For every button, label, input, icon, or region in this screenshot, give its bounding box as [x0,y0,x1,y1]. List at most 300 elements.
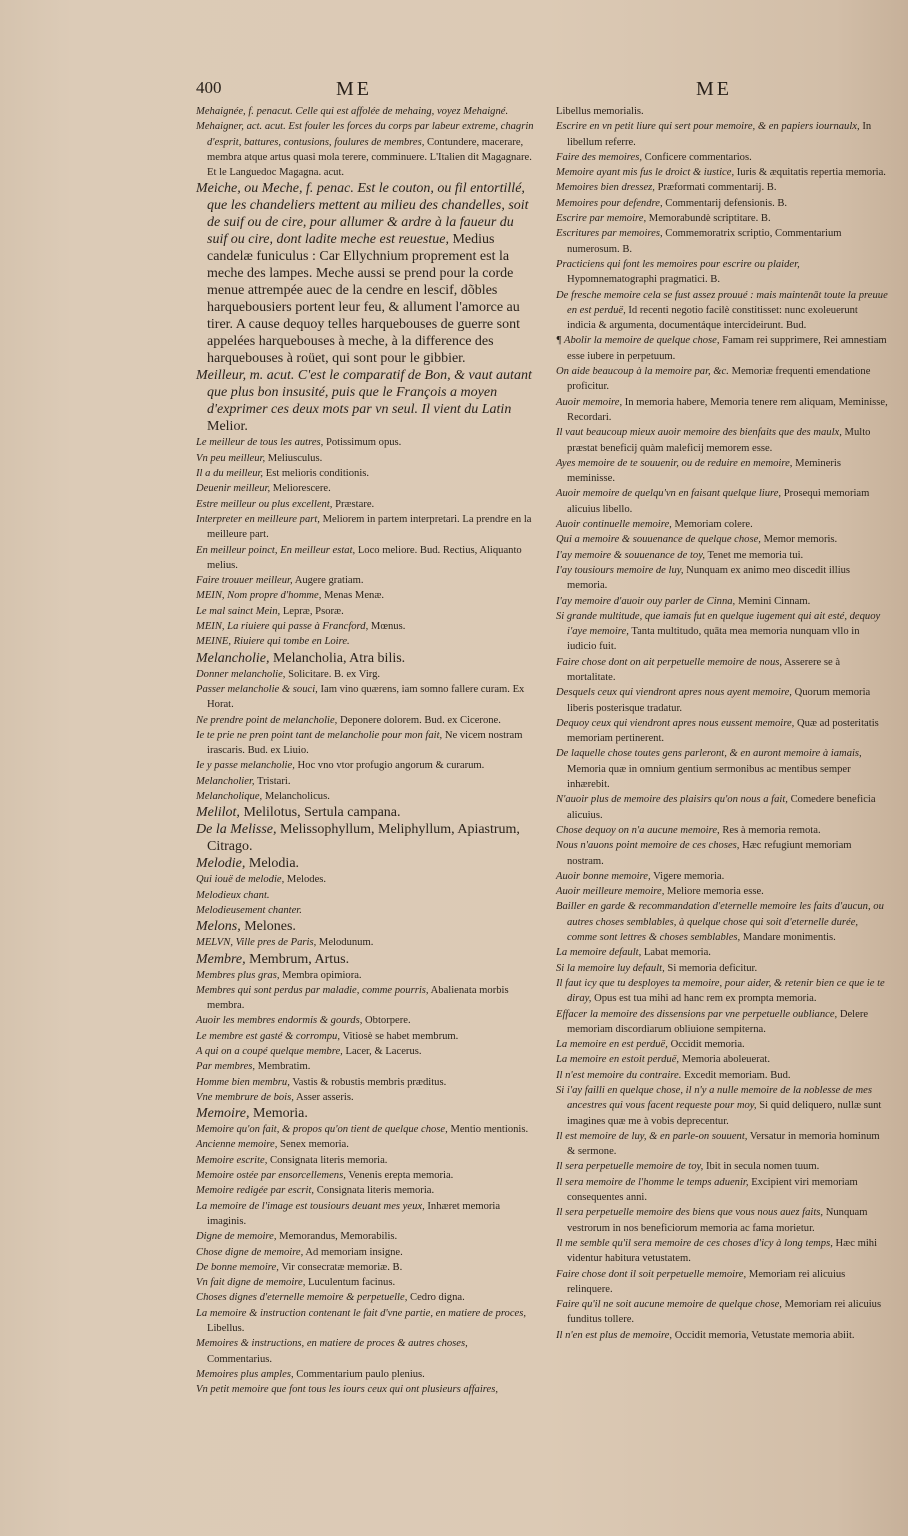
latin-translation: Obtorpere. [365,1015,411,1027]
french-headword: Deuenir meilleur, [196,483,271,495]
latin-translation: Si memoria deficitur. [667,962,758,974]
dictionary-entry [196,1245,534,1260]
french-headword: Memoires plus amples, [196,1368,294,1380]
latin-translation: Vir consecratæ memoriæ. B. [281,1261,403,1273]
french-headword: Qui a memoire & souuenance de quelque chose, [556,534,761,546]
dictionary-entry [196,682,534,713]
latin-translation: Augere gratiam. [294,575,364,587]
french-headword: I'ay tousiours memoire de luy, [556,564,684,576]
french-headword: Auoir continuelle memoire, [556,519,672,531]
french-headword: La memoire default, [556,947,642,959]
latin-translation: Id recenti negotio facilè constitisset: nunc exoleuerunt indicia & argumenta, documentáque intercideirunt. Bud. [567,304,858,332]
latin-translation: Membratim. [257,1061,311,1073]
french-headword: Escrire en vn petit liure qui sert pour memoire, & en papiers iournaulx, [556,121,860,133]
french-headword: Il a du meilleur, [196,468,264,480]
latin-translation: Melior. [207,419,248,435]
dictionary-entry [556,364,888,395]
french-headword: Estre meilleur ou plus excellent, [196,498,333,510]
latin-translation: Memorandus, Memorabilis. [279,1231,398,1243]
dictionary-entry [556,685,888,716]
latin-translation: Melodunum. [318,937,374,949]
dictionary-entry [196,935,534,950]
dictionary-entry [556,119,888,150]
french-headword: Melons, [196,919,241,935]
latin-translation: Venenis erepta memoria. [348,1170,454,1182]
dictionary-entry [556,609,888,655]
dictionary-entry [556,869,888,884]
latin-translation: Præformati commentarij. B. [657,182,777,194]
dictionary-entry [196,918,534,935]
french-headword: La memoire & instruction contenant le fait d'vne partie, en matiere de proces, [196,1307,527,1319]
dictionary-entry [556,1267,888,1298]
dictionary-entry [556,226,888,257]
dictionary-entry [196,1122,534,1137]
french-headword: La memoire en estoit perduë, [556,1054,680,1066]
latin-translation: Res à memoria remota. [722,824,821,836]
latin-translation: Melancholia, Atra bilis. [272,650,406,666]
french-headword: Il me semble qu'il sera memoire de ces choses d'icy à long temps, [556,1237,833,1249]
dictionary-entry [196,804,534,821]
french-headword: Ancienne memoire, [196,1139,278,1151]
dictionary-entry [556,211,888,226]
latin-translation: Melissophyllum, Meliphyllum, Apiastrum, Citrago. [207,822,520,855]
dictionary-entry [196,367,534,435]
french-headword: Homme bien membru, [196,1076,290,1088]
french-headword: Ayes memoire de te souuenir, ou de reduire en memoire, [556,457,793,469]
dictionary-entry [196,1275,534,1290]
latin-translation: Medius candelæ funiculus : Car Ellychnium proprement est la meche des lampes. Meche aussi se prend pour la corde menue attrempée auec de la cendre en lescif, dõbles harquebousiers portent leur feu, & allument l'amorce au tirer. A cause dequoy telles harquebouses de guerre sont appelées harquebouses à meche, à la difference des harquebouses à roüet, qui sont pour le gibbier. [207,232,520,367]
latin-translation: Mandare monimentis. [742,932,836,944]
french-headword: Ie te prie ne pren point tant de melancholie pour mon fait, [196,729,443,741]
french-headword: De fresche memoire cela se fust assez prouué : mais maintenāt toute la preuue en est perduë, [556,289,888,316]
french-headword: Memoire qu'on fait, & propos qu'on tient de quelque chose, [196,1124,448,1136]
french-headword: Desquels ceux qui viendront apres nous ayent memoire, [556,687,792,699]
french-headword: Memoire escrite, [196,1154,268,1166]
french-headword: Meiche, ou Meche, f. penac. Est le couton, ou fil entortillé, que les chandeliers mettent au milieu des chandelles, soit de suif ou de cire, pour allumer & ardre à la faueur du suif ou cire, dont ladite meche est reuestue, [196,181,529,248]
dictionary-entry [196,1137,534,1152]
dictionary-entry [196,1260,534,1275]
latin-translation: Memineris meminisse. [567,457,841,485]
french-headword: Auoir memoire de quelqu'vn en faisant quelque liure, [556,488,782,500]
latin-translation: Melilotus, Sertula campana. [243,805,401,821]
latin-translation: Ad memoriam insigne. [305,1246,403,1258]
french-headword: Membre, [196,951,246,967]
dictionary-entry [196,903,534,918]
french-headword: De laquelle chose toutes gens parleront, & en auront memoire à iamais, [556,748,862,760]
left-column [196,104,534,1398]
french-headword: Melodieux chant. [196,889,270,901]
dictionary-entry [556,1297,888,1328]
dictionary-entry [196,1229,534,1244]
french-headword: MEINE, Riuiere qui tombe en Loire. [196,636,350,648]
french-headword: Si i'ay failli en quelque chose, il n'y a nulle memoire de la noblesse de mes ancestres qui vous facent requeste pour moy, [556,1085,872,1112]
french-headword: Il sera memoire de l'homme le temps aduenir, [556,1176,749,1188]
dictionary-entry [556,1083,888,1129]
dictionary-entry [196,888,534,903]
french-headword: Il vaut beaucoup mieux auoir memoire des bienfaits que des maulx, [556,427,842,439]
dictionary-entry [196,497,534,512]
french-headword: Il est memoire de luy, & en parle-on souuent, [556,1130,748,1142]
dictionary-entry [556,792,888,823]
latin-translation: Comedere beneficia alicuius. [567,794,876,821]
french-headword: Effacer la memoire des dissensions par vne perpetuelle oubliance, [556,1008,838,1020]
latin-translation: Hæc refugiunt memoriam nostram. [567,840,852,867]
dictionary-entry [556,746,888,792]
latin-translation: Hypomnematographi pragmatici. B. [567,274,720,286]
french-headword: Memoires pour defendre, [556,197,663,209]
page-number: 400 [196,78,222,97]
dictionary-entry [196,619,534,634]
french-headword: Il n'en est plus de memoire, [556,1329,673,1341]
dictionary-entry [196,481,534,496]
dictionary-entry [196,604,534,619]
dictionary-entry [196,466,534,481]
dictionary-entry [196,1059,534,1074]
dictionary-entry [556,1007,888,1038]
dictionary-entry [556,1068,888,1083]
french-headword: Il sera perpetuelle memoire de toy, [556,1161,704,1173]
french-headword: Vn petit memoire que font tous les iours ceux qui ont plusieurs affaires, [196,1384,498,1396]
french-headword: Dequoy ceux qui viendront apres nous eussent memoire, [556,717,795,729]
french-headword: Choses dignes d'eternelle memoire & perpetuelle, [196,1292,408,1304]
latin-translation: Libellus. [207,1323,245,1335]
french-headword: Faire chose dont on ait perpetuelle memoire de nous, [556,656,783,668]
dictionary-entry [556,899,888,945]
french-headword: Melodie, [196,856,246,872]
latin-translation: Lepræ, Psoræ. [282,605,344,617]
dictionary-entry [196,1290,534,1305]
french-headword: Auoir les membres endormis & gourds, [196,1015,363,1027]
dictionary-entry [196,650,534,667]
french-headword: Memoire redigée par escrit, [196,1185,315,1197]
running-head-left: ME [336,78,372,100]
french-headword: Practiciens qui font les memoires pour escrire ou plaider, [556,258,800,270]
french-headword: Melancholier, [196,775,255,787]
french-headword: Mehaignée, f. penacut. Celle qui est affolée de mehaing, voyez Mehaigné. [196,106,509,117]
latin-translation: Mentio mentionis. [450,1124,529,1136]
dictionary-entry [196,1044,534,1059]
french-headword: Melancholie, [196,650,270,666]
latin-translation: Quæ ad posteritatis memoriam pertinerent. [567,717,879,745]
french-headword: Bailler en garde & recommandation d'eternelle memoire les faits d'aucun, ou autres choses semblables, à quelque chose qui soit d'eternelle durée, comme sont lettres & choses semblables, [556,901,884,944]
french-headword: Membres plus gras, [196,969,280,981]
french-headword: Il faut icy que tu desployes ta memoire, pour aider, & retenir bien ce que ie te diray, [556,977,885,1005]
latin-translation: Versatur in memoria hominum & sermone. [567,1130,880,1158]
dictionary-entry [196,1105,534,1122]
latin-translation: Vigere memoria. [653,870,725,882]
french-headword: Il sera perpetuelle memoire des biens que vous nous auez faits, [556,1207,824,1219]
latin-translation: Nunquam vestrorum in nos beneficiorum memoria ac fama morietur. [567,1207,868,1234]
dictionary-entry [196,951,534,968]
dictionary-entry [196,119,534,180]
french-headword: La memoire en est perduë, [556,1039,668,1051]
latin-translation: Commentarius. [207,1353,273,1365]
dictionary-entry [556,961,888,976]
latin-translation: Membra opimiora. [282,969,362,981]
latin-translation: Tristari. [257,775,291,787]
latin-translation: Est melioris conditionis. [265,468,370,480]
french-headword: A qui on a coupé quelque membre, [196,1045,343,1057]
french-headword: ¶ Abolir la memoire de quelque chose, [556,335,720,347]
dictionary-entry [556,594,888,609]
latin-translation: Melodia. [248,856,300,872]
french-headword: Ie y passe melancholie, [196,760,295,772]
french-headword: De bonne memoire, [196,1261,279,1273]
dictionary-entry [556,1159,888,1174]
french-headword: Ne prendre point de melancholie, [196,714,338,726]
french-headword: Escrire par memoire, [556,213,647,225]
dictionary-entry [196,855,534,872]
french-headword: Auoir bonne memoire, [556,870,651,882]
latin-translation: Iuris & æquitatis repertia memoria. [736,167,886,179]
french-headword: Auoir memoire, [556,396,623,408]
dictionary-entry [196,789,534,804]
dictionary-entry [556,976,888,1007]
dictionary-entry [196,774,534,789]
french-headword: Memoires bien dressez, [556,182,655,194]
latin-translation: Menas Menæ. [324,590,385,602]
french-headword: Vn peu meilleur, [196,452,266,464]
latin-translation: Vastis & robustis membris præditus. [292,1076,447,1088]
dictionary-entry [196,543,534,574]
dictionary-entry [556,456,888,487]
dictionary-entry [196,758,534,773]
french-headword: Faire qu'il ne soit aucune memoire de quelque chose, [556,1299,782,1311]
french-headword: Melodieusement chanter. [196,904,302,916]
french-headword: En meilleur poinct, En meilleur estat, [196,544,356,556]
dictionary-entry [196,1306,534,1337]
latin-translation: Memoria quæ in omnium gentium sermonibus ac mentibus semper inhærebit. [567,763,851,791]
french-headword: Mehaigner, act. acut. Est fouler les forces du corps par labeur extreme, chagrin d'esprit, battures, contusions, foulures de membres, [196,121,534,148]
dictionary-entry [556,655,888,686]
dictionary-entry [196,872,534,887]
latin-translation: Lacer, & Lacerus. [345,1045,422,1057]
dictionary-entry [556,532,888,547]
french-headword: Passer melancholie & souci, [196,683,318,695]
latin-translation: Hæc mihi videntur habitura vetustatem. [567,1237,878,1265]
page-header [196,78,896,106]
french-headword: N'auoir plus de memoire des plaisirs qu'on nous a fait, [556,794,788,806]
dictionary-entry [556,180,888,195]
dictionary-entry [196,1013,534,1028]
latin-translation: Loco meliore. Bud. Rectius, Aliquanto melius. [207,544,522,571]
latin-translation: Nunquam ex animo meo discedit illius memoria. [567,564,851,592]
french-headword: Melancholique, [196,791,263,803]
dictionary-entry [556,425,888,456]
dictionary-entry [196,1168,534,1183]
latin-translation: Vitiosè se habet membrum. [342,1030,459,1042]
latin-translation: Inhæret memoria imaginis. [207,1200,501,1227]
french-headword: La memoire de l'image est tousiours deuant mes yeux, [196,1200,425,1212]
latin-translation: Solicitare. B. ex Virg. [288,668,381,680]
latin-translation: Senex memoria. [280,1139,349,1151]
latin-translation: Luculentum facinus. [308,1277,396,1289]
latin-translation: Commemoratrix scriptio, Commentarium numerosum. B. [567,228,842,255]
latin-translation: Memoriam colere. [674,519,753,531]
latin-translation: Memini Cinnam. [737,595,811,607]
dictionary-entry [196,451,534,466]
dictionary-entry [556,1236,888,1267]
dictionary-entry [556,1037,888,1052]
latin-translation: Memoriæ frequenti emendatione proficitur. [567,366,871,393]
dictionary-entry [196,1199,534,1230]
french-headword: MELVN, Ville pres de Paris, [196,937,317,949]
french-headword: Il n'est memoire du contraire. [556,1069,682,1081]
latin-translation: Asser asseris. [295,1091,354,1103]
latin-translation: Commentarium paulo plenius. [296,1368,425,1380]
dictionary-entry [196,1029,534,1044]
french-headword: Faire des memoires, [556,151,643,163]
french-headword: Auoir meilleure memoire, [556,886,665,898]
dictionary-entry [556,884,888,899]
latin-translation: Præstare. [335,498,375,510]
dictionary-entry [196,588,534,603]
latin-translation: Excipient viri memoriam consequentes anni. [567,1176,858,1204]
french-headword: Memoire, [196,1106,250,1122]
latin-translation: Tenet me memoria tui. [707,549,804,561]
french-headword: Memoire ayant mis fus le droict & iustice, [556,167,735,179]
latin-translation: Prosequi memoriam alicuius libello. [567,488,870,515]
dictionary-entry [556,104,888,119]
dictionary-entry [556,486,888,517]
dictionary-entry [196,435,534,450]
french-headword: MEIN, Nom propre d'homme, [196,590,322,602]
dictionary-entry [196,1153,534,1168]
french-headword: Melilot, [196,805,240,821]
latin-translation: Melones. [244,919,296,935]
french-headword: Le membre est gasté & corrompu, [196,1030,340,1042]
dictionary-entry [556,1129,888,1160]
french-headword: Chose dequoy on n'a aucune memoire, [556,824,720,836]
french-headword: De la Melisse, [196,822,277,838]
latin-translation: Delere memoriam discordiarum obliuione sempiterna. [567,1008,869,1035]
dictionary-entry [196,728,534,759]
latin-translation: Famam rei supprimere, Rei amnestiam esse iubere in perpetuum. [567,335,887,362]
dictionary-entry [196,1382,534,1397]
latin-translation: Meliorem in partem interpretari. La prendre en la meilleure part. [207,513,532,541]
latin-translation: Si quid deliquero, nullæ sunt imagines quæ me à vobis deprecentur. [567,1100,882,1127]
dictionary-entry [556,395,888,426]
french-headword: Si la memoire luy default, [556,962,665,974]
dictionary-entry [196,821,534,855]
latin-translation: Ne vicem nostram irascaris. Bud. ex Liuio. [207,729,523,757]
french-headword: I'ay memoire d'auoir ouy parler de Cinna, [556,595,736,607]
dictionary-entry [556,196,888,211]
french-headword: Le mal sainct Mein, [196,605,281,617]
dictionary-entry [556,1328,888,1343]
latin-translation: Ibit in secula nomen tuum. [705,1161,820,1173]
latin-translation: Memor memoris. [763,534,838,546]
dictionary-entry [556,257,888,288]
french-headword: Faire trouuer meilleur, [196,575,293,587]
french-headword: Vn fait digne de memoire, [196,1277,306,1289]
dictionary-entry [196,983,534,1014]
latin-translation: Consignata literis memoria. [316,1185,435,1197]
dictionary-entry [196,180,534,367]
french-headword: Digne de memoire, [196,1231,277,1243]
latin-translation: Consignata literis memoria. [270,1154,388,1166]
french-headword: Meilleur, m. acut. C'est le comparatif de Bon, & vaut autant que plus bon insusité, puis que le François a moyen d'exprimer ces deux mots par vn seul. Il vient du Latin [196,368,532,418]
dictionary-entry [556,150,888,165]
dictionary-entry [556,945,888,960]
french-headword: Escritures par memoires, [556,228,663,240]
dictionary-entry [556,823,888,838]
latin-translation: Tanta multitudo, quāta mea memoria nunquam vllo in iudicio fuit. [567,626,860,653]
dictionary-entry [196,634,534,649]
right-column [556,104,888,1343]
latin-translation: Opus est tua mihi ad hanc rem ex prompta memoria. [594,993,817,1005]
french-headword: Memoire ostée par ensorcellemens, [196,1170,346,1182]
latin-translation: Occidit memoria. [670,1039,745,1051]
latin-translation: In memoria habere, Memoria tenere rem aliquam, Meminisse, Recordari. [567,396,888,423]
dictionary-entry [196,713,534,728]
latin-translation: Memoriam rei alicuius funditus tollere. [567,1299,882,1326]
latin-translation: Mœnus. [370,621,406,633]
dictionary-entry [196,573,534,588]
dictionary-entry [556,288,888,334]
latin-translation: Meliusculus. [267,452,323,464]
french-headword: I'ay memoire & souuenance de toy, [556,549,705,561]
dictionary-entry [556,563,888,594]
dictionary-entry [196,667,534,682]
latin-translation: Potissimum opus. [325,437,402,449]
french-headword: Le meilleur de tous les autres, [196,437,324,449]
dictionary-entry [196,104,534,119]
latin-translation: In libellum referre. [567,121,872,148]
latin-translation: Melodes. [286,874,327,886]
dictionary-entry [556,1052,888,1067]
dictionary-entry [556,333,888,364]
latin-translation: Membrum, Artus. [249,951,350,967]
dictionary-entry [556,548,888,563]
french-headword: Memoires & instructions, en matiere de proces & autres choses, [196,1338,468,1350]
latin-translation: Commentarij defensionis. B. [665,197,788,209]
latin-translation: Memoria aboleuerat. [681,1054,770,1066]
latin-translation: Excedit memoriam. Bud. [684,1069,791,1081]
dictionary-entry [556,517,888,532]
dictionary-entry [196,1090,534,1105]
dictionary-entry [196,1075,534,1090]
dictionary-entry [556,1205,888,1236]
french-headword: Qui iouë de melodie, [196,874,285,886]
latin-translation: Multo præstat beneficij quàm maleficij memorem esse. [567,427,871,454]
french-headword: Par membres, [196,1061,256,1073]
dictionary-entry [556,838,888,869]
latin-translation: Hoc vno vtor profugio angorum & curarum. [297,760,485,772]
dictionary-entry [556,716,888,747]
french-headword: Donner melancholie, [196,668,286,680]
dictionary-entry [556,1175,888,1206]
dictionary-entry [196,1367,534,1382]
latin-translation: Conficere commentarios. [644,151,752,163]
french-headword: Membres qui sont perdus par maladie, comme pourris, [196,984,429,996]
latin-translation: Memoriam rei alicuius relinquere. [567,1268,846,1295]
dictionary-entry [196,1336,534,1367]
french-headword: Vne membrure de bois, [196,1091,294,1103]
latin-translation: Melancholicus. [264,791,330,803]
latin-translation: Quorum memoria liberis posterisque tradatur. [567,687,871,714]
latin-translation: Contundere, macerare, membra atque artus quasi mola terere, comminuere. L'Italien dit Magagnare. Et le Languedoc Magagna. acut. [207,136,532,179]
latin-translation: Meliorescere. [272,483,331,495]
dictionary-entry [196,1183,534,1198]
french-headword: MEIN, La riuiere qui passe à Francford, [196,621,369,633]
latin-translation: Occidit memoria, Vetustate memoria abiit. [674,1329,855,1341]
latin-translation: Labat memoria. [643,947,711,959]
french-headword: Chose digne de memoire, [196,1246,304,1258]
latin-translation: Memoria. [253,1106,308,1122]
dictionary-entry [196,512,534,543]
french-headword: On aide beaucoup à la memoire par, &c. [556,366,729,378]
